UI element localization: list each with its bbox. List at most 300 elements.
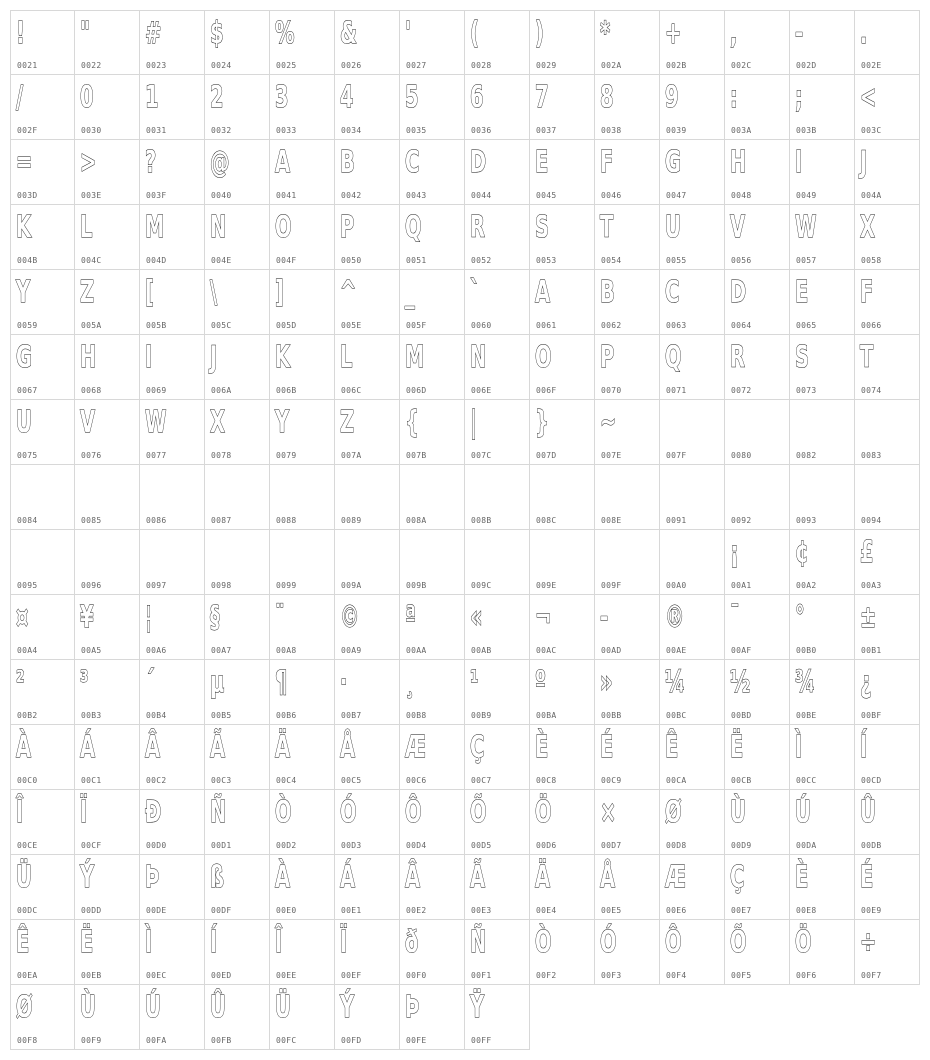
glyph-cell[interactable] xyxy=(725,270,790,335)
glyph-cell[interactable] xyxy=(660,595,725,660)
glyph-preview: ¹ xyxy=(470,665,479,700)
glyph-cell[interactable] xyxy=(790,270,855,335)
glyph-cell[interactable] xyxy=(660,790,725,855)
glyph-cell[interactable] xyxy=(400,270,465,335)
glyph-cell[interactable] xyxy=(465,75,530,140)
glyph-cell[interactable] xyxy=(75,920,140,985)
glyph-cell[interactable] xyxy=(75,660,140,725)
glyph-cell[interactable] xyxy=(10,400,75,465)
glyph-cell[interactable] xyxy=(530,400,595,465)
glyph-cell[interactable] xyxy=(75,790,140,855)
glyph-cell[interactable] xyxy=(595,920,660,985)
glyph-cell[interactable] xyxy=(400,140,465,205)
glyph-cell[interactable] xyxy=(855,75,920,140)
glyph-preview: ð xyxy=(405,925,419,960)
glyph-cell[interactable] xyxy=(725,335,790,400)
glyph-cell[interactable] xyxy=(335,920,400,985)
glyph-cell[interactable] xyxy=(140,270,205,335)
glyph-cell[interactable] xyxy=(335,140,400,205)
glyph-cell[interactable] xyxy=(140,140,205,205)
glyph-cell[interactable] xyxy=(205,660,270,725)
glyph-preview: Q xyxy=(665,340,682,375)
glyph-cell[interactable] xyxy=(75,595,140,660)
glyph-cell[interactable] xyxy=(725,400,790,465)
glyph-cell[interactable] xyxy=(335,400,400,465)
glyph-cell[interactable] xyxy=(10,270,75,335)
glyph-cell[interactable] xyxy=(595,270,660,335)
glyph-cell[interactable] xyxy=(400,725,465,790)
glyph-cell[interactable] xyxy=(790,205,855,270)
glyph-cell[interactable] xyxy=(465,140,530,205)
codepoint-label: 00DA xyxy=(796,841,817,850)
codepoint-label: 005B xyxy=(146,321,167,330)
glyph-cell[interactable] xyxy=(400,595,465,660)
glyph-preview: Õ xyxy=(730,925,747,960)
codepoint-label: 008E xyxy=(601,516,622,525)
glyph-cell[interactable] xyxy=(400,660,465,725)
glyph-cell[interactable] xyxy=(400,985,465,1050)
glyph-cell[interactable] xyxy=(400,855,465,920)
glyph-cell[interactable] xyxy=(75,270,140,335)
glyph-cell[interactable] xyxy=(595,530,660,595)
glyph-cell[interactable] xyxy=(465,855,530,920)
glyph-cell[interactable] xyxy=(530,465,595,530)
glyph-cell[interactable] xyxy=(400,205,465,270)
glyph-cell[interactable] xyxy=(75,725,140,790)
glyph-cell[interactable] xyxy=(270,790,335,855)
glyph-cell[interactable] xyxy=(335,725,400,790)
glyph-preview: ÷ xyxy=(860,925,877,960)
glyph-cell[interactable] xyxy=(790,660,855,725)
glyph-cell[interactable] xyxy=(725,75,790,140)
glyph-cell[interactable] xyxy=(465,335,530,400)
glyph-preview: P xyxy=(340,210,355,245)
glyph-cell[interactable] xyxy=(530,725,595,790)
glyph-cell[interactable] xyxy=(595,140,660,205)
glyph-cell[interactable] xyxy=(595,10,660,75)
glyph-preview: Þ xyxy=(405,990,420,1025)
glyph-cell[interactable] xyxy=(465,985,530,1050)
glyph-cell[interactable] xyxy=(205,530,270,595)
glyph-cell[interactable] xyxy=(595,335,660,400)
glyph-cell[interactable] xyxy=(465,790,530,855)
glyph-cell[interactable] xyxy=(140,530,205,595)
glyph-preview: Y xyxy=(275,405,290,440)
glyph-preview: O xyxy=(275,210,292,245)
glyph-cell[interactable] xyxy=(725,205,790,270)
glyph-cell[interactable] xyxy=(140,75,205,140)
glyph-cell[interactable] xyxy=(790,335,855,400)
glyph-cell[interactable] xyxy=(725,660,790,725)
glyph-cell[interactable] xyxy=(400,335,465,400)
glyph-cell[interactable] xyxy=(465,660,530,725)
glyph-cell[interactable] xyxy=(855,790,920,855)
glyph-cell[interactable] xyxy=(400,920,465,985)
glyph-cell[interactable] xyxy=(790,725,855,790)
glyph-cell[interactable] xyxy=(270,335,335,400)
glyph-cell[interactable] xyxy=(595,855,660,920)
glyph-cell[interactable] xyxy=(660,855,725,920)
codepoint-label: 003E xyxy=(81,191,102,200)
codepoint-label: 003C xyxy=(861,126,882,135)
glyph-cell[interactable] xyxy=(725,595,790,660)
glyph-cell[interactable] xyxy=(595,660,660,725)
glyph-cell[interactable] xyxy=(75,75,140,140)
glyph-cell[interactable] xyxy=(530,140,595,205)
glyph-cell[interactable] xyxy=(725,465,790,530)
glyph-cell[interactable] xyxy=(140,855,205,920)
glyph-cell[interactable] xyxy=(75,465,140,530)
codepoint-label: 00C3 xyxy=(211,776,232,785)
glyph-cell[interactable] xyxy=(140,985,205,1050)
glyph-cell[interactable] xyxy=(10,920,75,985)
glyph-cell[interactable] xyxy=(530,855,595,920)
glyph-cell[interactable] xyxy=(335,660,400,725)
glyph-cell[interactable] xyxy=(205,400,270,465)
codepoint-label: 00B7 xyxy=(341,711,362,720)
glyph-cell[interactable] xyxy=(270,465,335,530)
glyph-cell[interactable] xyxy=(790,10,855,75)
glyph-cell[interactable] xyxy=(465,400,530,465)
codepoint-label: 0024 xyxy=(211,61,232,70)
glyph-cell[interactable] xyxy=(725,920,790,985)
glyph-cell[interactable] xyxy=(660,10,725,75)
glyph-cell[interactable] xyxy=(660,75,725,140)
glyph-cell[interactable] xyxy=(595,205,660,270)
glyph-cell[interactable] xyxy=(205,595,270,660)
glyph-cell[interactable] xyxy=(855,140,920,205)
glyph-cell[interactable] xyxy=(205,270,270,335)
glyph-preview: J xyxy=(210,340,218,375)
glyph-cell[interactable] xyxy=(400,790,465,855)
glyph-cell[interactable] xyxy=(205,985,270,1050)
glyph-cell[interactable] xyxy=(75,205,140,270)
codepoint-label: 0053 xyxy=(536,256,557,265)
codepoint-label: 00BC xyxy=(666,711,687,720)
glyph-cell[interactable] xyxy=(270,660,335,725)
glyph-preview: X xyxy=(210,405,225,440)
glyph-cell[interactable] xyxy=(335,335,400,400)
codepoint-label: 00AB xyxy=(471,646,492,655)
glyph-cell[interactable] xyxy=(530,10,595,75)
glyph-cell[interactable] xyxy=(10,335,75,400)
glyph-cell[interactable] xyxy=(400,75,465,140)
codepoint-label: 00F5 xyxy=(731,971,752,980)
codepoint-label: 00D7 xyxy=(601,841,622,850)
glyph-cell[interactable] xyxy=(140,920,205,985)
glyph-cell[interactable] xyxy=(270,920,335,985)
glyph-cell[interactable] xyxy=(75,985,140,1050)
glyph-cell[interactable] xyxy=(205,790,270,855)
codepoint-label: 00AC xyxy=(536,646,557,655)
glyph-cell[interactable] xyxy=(725,530,790,595)
glyph-cell[interactable] xyxy=(660,335,725,400)
glyph-cell[interactable] xyxy=(270,985,335,1050)
glyph-cell[interactable] xyxy=(270,270,335,335)
glyph-cell[interactable] xyxy=(790,855,855,920)
glyph-cell[interactable] xyxy=(10,75,75,140)
glyph-cell[interactable] xyxy=(335,855,400,920)
glyph-cell[interactable] xyxy=(10,725,75,790)
glyph-preview: Ö xyxy=(535,795,552,830)
glyph-cell[interactable] xyxy=(855,920,920,985)
glyph-cell[interactable] xyxy=(75,400,140,465)
glyph-cell[interactable] xyxy=(855,530,920,595)
glyph-cell[interactable] xyxy=(270,530,335,595)
glyph-cell[interactable] xyxy=(790,530,855,595)
glyph-cell[interactable] xyxy=(530,335,595,400)
codepoint-label: 0030 xyxy=(81,126,102,135)
glyph-cell[interactable] xyxy=(205,725,270,790)
glyph-cell[interactable] xyxy=(270,400,335,465)
codepoint-label: 00AF xyxy=(731,646,752,655)
glyph-cell[interactable] xyxy=(855,10,920,75)
glyph-cell[interactable] xyxy=(855,855,920,920)
glyph-cell[interactable] xyxy=(530,790,595,855)
codepoint-label: 00EE xyxy=(276,971,297,980)
glyph-cell[interactable] xyxy=(660,400,725,465)
codepoint-label: 0063 xyxy=(666,321,687,330)
glyph-cell[interactable] xyxy=(660,530,725,595)
glyph-cell[interactable] xyxy=(270,855,335,920)
glyph-cell[interactable] xyxy=(855,205,920,270)
codepoint-label: 00C4 xyxy=(276,776,297,785)
glyph-preview: Q xyxy=(405,210,422,245)
glyph-cell[interactable] xyxy=(790,595,855,660)
glyph-cell[interactable] xyxy=(595,790,660,855)
glyph-cell[interactable] xyxy=(855,270,920,335)
glyph-cell[interactable] xyxy=(595,75,660,140)
glyph-cell[interactable] xyxy=(660,205,725,270)
glyph-cell[interactable] xyxy=(465,205,530,270)
codepoint-label: 00B5 xyxy=(211,711,232,720)
glyph-preview: Ç xyxy=(470,730,485,765)
glyph-preview: J xyxy=(860,145,868,180)
glyph-cell[interactable] xyxy=(725,10,790,75)
glyph-cell[interactable] xyxy=(10,465,75,530)
glyph-cell[interactable] xyxy=(205,140,270,205)
glyph-cell[interactable] xyxy=(205,205,270,270)
glyph-cell[interactable] xyxy=(10,985,75,1050)
glyph-cell[interactable] xyxy=(205,465,270,530)
glyph-preview: Õ xyxy=(470,795,487,830)
glyph-cell[interactable] xyxy=(335,465,400,530)
glyph-cell[interactable] xyxy=(595,725,660,790)
codepoint-label: 00FC xyxy=(276,1036,297,1045)
glyph-preview: À xyxy=(16,730,32,765)
glyph-cell[interactable] xyxy=(790,75,855,140)
codepoint-label: 00DF xyxy=(211,906,232,915)
glyph-cell[interactable] xyxy=(270,205,335,270)
glyph-preview: Í xyxy=(210,925,218,960)
codepoint-label: 0022 xyxy=(81,61,102,70)
codepoint-label: 0062 xyxy=(601,321,622,330)
glyph-preview: * xyxy=(600,16,611,51)
glyph-cell[interactable] xyxy=(530,205,595,270)
glyph-cell[interactable] xyxy=(855,660,920,725)
glyph-cell[interactable] xyxy=(75,140,140,205)
glyph-cell[interactable] xyxy=(270,75,335,140)
glyph-cell[interactable] xyxy=(855,595,920,660)
glyph-cell[interactable] xyxy=(790,465,855,530)
glyph-cell[interactable] xyxy=(75,530,140,595)
glyph-cell[interactable] xyxy=(855,725,920,790)
glyph-cell[interactable] xyxy=(530,75,595,140)
glyph-preview: Á xyxy=(340,860,356,895)
codepoint-label: 00F8 xyxy=(17,1036,38,1045)
glyph-cell[interactable] xyxy=(140,335,205,400)
glyph-cell[interactable] xyxy=(725,725,790,790)
glyph-preview: Ú xyxy=(145,990,161,1025)
glyph-cell[interactable] xyxy=(335,985,400,1050)
glyph-cell[interactable] xyxy=(530,920,595,985)
glyph-cell[interactable] xyxy=(530,595,595,660)
glyph-cell[interactable] xyxy=(595,465,660,530)
glyph-cell[interactable] xyxy=(335,595,400,660)
glyph-cell[interactable] xyxy=(205,920,270,985)
codepoint-label: 007A xyxy=(341,451,362,460)
codepoint-label: 00F9 xyxy=(81,1036,102,1045)
glyph-cell[interactable] xyxy=(725,855,790,920)
glyph-cell[interactable] xyxy=(270,10,335,75)
glyph-cell[interactable] xyxy=(660,270,725,335)
glyph-preview: ± xyxy=(860,600,877,635)
codepoint-label: 008C xyxy=(536,516,557,525)
glyph-cell[interactable] xyxy=(10,140,75,205)
glyph-preview: Ö xyxy=(795,925,812,960)
glyph-cell[interactable] xyxy=(790,920,855,985)
glyph-cell[interactable] xyxy=(725,140,790,205)
glyph-cell[interactable] xyxy=(660,465,725,530)
glyph-preview: I xyxy=(145,340,153,375)
codepoint-label: 00EB xyxy=(81,971,102,980)
glyph-preview: § xyxy=(210,600,220,635)
glyph-cell[interactable] xyxy=(10,205,75,270)
glyph-preview: B xyxy=(600,275,615,310)
glyph-cell[interactable] xyxy=(270,725,335,790)
glyph-preview: L xyxy=(340,340,353,375)
glyph-cell[interactable] xyxy=(140,400,205,465)
glyph-cell[interactable] xyxy=(530,270,595,335)
glyph-cell[interactable] xyxy=(595,400,660,465)
glyph-cell[interactable] xyxy=(660,660,725,725)
glyph-cell[interactable] xyxy=(140,790,205,855)
glyph-cell[interactable] xyxy=(855,335,920,400)
codepoint-label: 0027 xyxy=(406,61,427,70)
glyph-cell[interactable] xyxy=(205,855,270,920)
codepoint-label: 00CF xyxy=(81,841,102,850)
codepoint-label: 0064 xyxy=(731,321,752,330)
glyph-preview: ! xyxy=(16,16,25,51)
glyph-preview: Û xyxy=(210,990,226,1025)
codepoint-label: 00BE xyxy=(796,711,817,720)
codepoint-label: 0058 xyxy=(861,256,882,265)
glyph-cell[interactable] xyxy=(140,660,205,725)
glyph-cell[interactable] xyxy=(725,790,790,855)
codepoint-label: 00E6 xyxy=(666,906,687,915)
glyph-cell[interactable] xyxy=(10,10,75,75)
glyph-cell[interactable] xyxy=(270,595,335,660)
glyph-cell[interactable] xyxy=(205,335,270,400)
glyph-cell[interactable] xyxy=(335,75,400,140)
glyph-cell[interactable] xyxy=(140,465,205,530)
glyph-cell[interactable] xyxy=(205,75,270,140)
glyph-cell[interactable] xyxy=(10,530,75,595)
glyph-cell[interactable] xyxy=(400,465,465,530)
glyph-cell[interactable] xyxy=(530,660,595,725)
glyph-cell[interactable] xyxy=(400,530,465,595)
glyph-preview: ( xyxy=(470,16,479,51)
glyph-preview: Ñ xyxy=(210,795,227,830)
glyph-cell[interactable] xyxy=(465,10,530,75)
glyph-cell[interactable] xyxy=(465,465,530,530)
glyph-cell[interactable] xyxy=(335,790,400,855)
glyph-cell[interactable] xyxy=(140,205,205,270)
glyph-cell[interactable] xyxy=(465,595,530,660)
glyph-cell[interactable] xyxy=(335,270,400,335)
glyph-cell[interactable] xyxy=(10,660,75,725)
glyph-cell[interactable] xyxy=(855,400,920,465)
glyph-cell[interactable] xyxy=(400,400,465,465)
glyph-cell[interactable] xyxy=(465,530,530,595)
glyph-preview: @ xyxy=(210,145,230,180)
glyph-cell[interactable] xyxy=(400,10,465,75)
glyph-cell[interactable] xyxy=(465,270,530,335)
glyph-cell[interactable] xyxy=(335,530,400,595)
glyph-cell[interactable] xyxy=(10,855,75,920)
codepoint-label: 0099 xyxy=(276,581,297,590)
glyph-cell[interactable] xyxy=(465,920,530,985)
glyph-cell[interactable] xyxy=(790,140,855,205)
glyph-cell[interactable] xyxy=(530,530,595,595)
glyph-cell[interactable] xyxy=(790,400,855,465)
glyph-cell[interactable] xyxy=(10,595,75,660)
glyph-preview: Ò xyxy=(275,795,292,830)
glyph-preview: Ê xyxy=(16,925,30,960)
glyph-cell[interactable] xyxy=(660,140,725,205)
glyph-preview: · xyxy=(340,665,348,700)
glyph-preview: E xyxy=(535,145,549,180)
glyph-cell[interactable] xyxy=(140,595,205,660)
codepoint-label: 00D6 xyxy=(536,841,557,850)
glyph-cell[interactable] xyxy=(660,920,725,985)
glyph-preview: S xyxy=(795,340,810,375)
codepoint-label: 00A8 xyxy=(276,646,297,655)
glyph-preview: 9 xyxy=(665,80,679,115)
glyph-cell[interactable] xyxy=(75,335,140,400)
codepoint-label: 0038 xyxy=(601,126,622,135)
glyph-preview: ¢ xyxy=(795,535,809,570)
glyph-cell[interactable] xyxy=(335,205,400,270)
glyph-preview: Þ xyxy=(145,860,160,895)
glyph-cell[interactable] xyxy=(790,790,855,855)
glyph-preview: # xyxy=(145,16,162,51)
glyph-cell[interactable] xyxy=(465,725,530,790)
glyph-cell[interactable] xyxy=(10,790,75,855)
glyph-cell[interactable] xyxy=(205,10,270,75)
glyph-cell[interactable] xyxy=(660,725,725,790)
glyph-cell[interactable] xyxy=(335,10,400,75)
glyph-cell[interactable] xyxy=(75,855,140,920)
glyph-cell[interactable] xyxy=(140,725,205,790)
glyph-preview: ) xyxy=(535,16,544,51)
glyph-cell[interactable] xyxy=(270,140,335,205)
codepoint-label: 00C8 xyxy=(536,776,557,785)
glyph-cell[interactable] xyxy=(595,595,660,660)
glyph-cell[interactable] xyxy=(75,10,140,75)
glyph-cell[interactable] xyxy=(140,10,205,75)
glyph-cell[interactable] xyxy=(855,465,920,530)
